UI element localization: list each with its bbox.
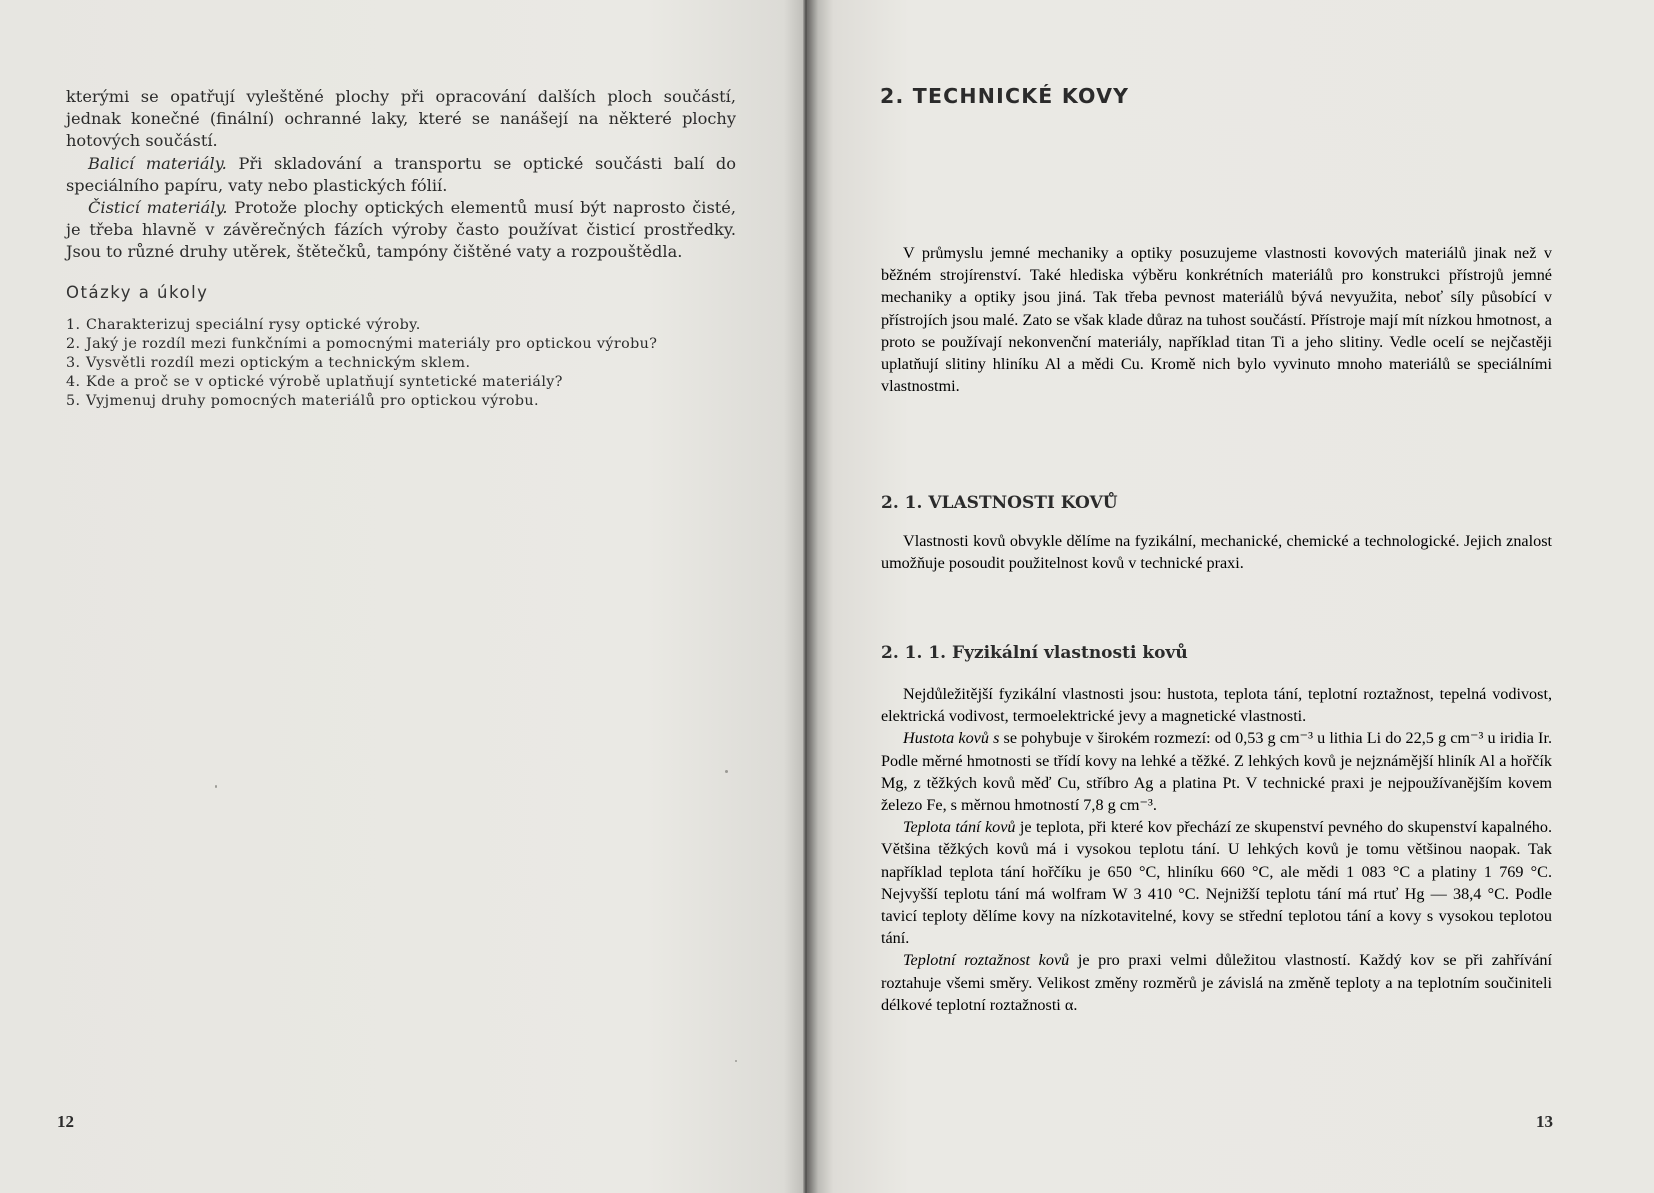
question-number: 1. bbox=[66, 316, 81, 333]
paper-speck bbox=[735, 1060, 737, 1062]
paragraph-text: kterými se opatřují vyleštěné plochy při opracování dalších ploch součástí, jednak konečné (finální) ochranné laky, které se nanášejí na některé plochy hotových součástí. bbox=[66, 87, 736, 151]
paragraph-lead: Teplota tání kovů bbox=[903, 818, 1016, 837]
paragraph bbox=[66, 153, 736, 197]
paragraph-text: Nejdůležitější fyzikální vlastnosti jsou: hustota, teplota tání, teplotní roztažnost, tepelná vodivost, elektrická vodivost, termoelektrické jevy a magnetické vlastnosti. bbox=[881, 685, 1552, 726]
question-text: Kde a proč se v optické výrobě uplatňují syntetické materiály? bbox=[86, 373, 563, 390]
question-number: 3. bbox=[66, 354, 81, 371]
question-number: 5. bbox=[66, 392, 81, 409]
chapter-intro bbox=[881, 242, 1552, 397]
left-page-content bbox=[66, 86, 736, 411]
list-item bbox=[66, 392, 736, 411]
questions-list bbox=[66, 316, 736, 411]
paragraph-lead: Čisticí materiály. bbox=[88, 198, 228, 218]
list-item bbox=[66, 373, 736, 392]
list-item bbox=[66, 316, 736, 335]
paragraph bbox=[66, 86, 736, 153]
chapter-title: 2. TECHNICKÉ KOVY bbox=[880, 84, 1130, 108]
paragraph-text: se pohybuje v širokém rozmezí: od 0,53 g cm⁻³ u lithia Li do 22,5 g cm⁻³ u iridia Ir. Podle měrné hmotnosti se třídí kovy na lehké a těžké. Z lehkých kovů je nejznámější hliník Al a hořčík Mg, z těžkých kovů měď Cu, stříbro Ag a platina Pt. V technické praxi je nejpoužívanějším kovem železo Fe, s měrnou hmotností 7,8 g cm⁻³. bbox=[881, 729, 1552, 815]
question-text: Jaký je rozdíl mezi funkčními a pomocnými materiály pro optickou výrobu? bbox=[86, 335, 658, 352]
question-text: Charakterizuj speciální rysy optické výroby. bbox=[86, 316, 421, 333]
paragraph-text: je pro praxi velmi důležitou vlastností. Každý kov se při zahřívání roztahuje všemi směry. Velikost změny rozměrů je závislá na změně teploty a na teplotním součiniteli délkové teplotní roztažnosti α. bbox=[881, 951, 1552, 1014]
paragraph: V průmyslu jemné mechaniky a optiky posuzujeme vlastnosti kovových materiálů jinak než v běžném strojírenství. Také hlediska výběru konkrétních materiálů pro konstrukci přístrojů jemné mechaniky a optiky jsou jiná. Tak třeba pevnost materiálů bývá nevyužita, neboť síly působící v přístrojích jsou malé. Zato se však klade důraz na tuhost součástí. Přístroje mají mít nízkou hmotnost, a proto se používají nekonvenční materiály, například titan Ti a jeho slitiny. Vedle ocelí se nejčastěji uplatňují slitiny hliníku Al a mědi Cu. Kromě nich bylo vyvinuto mnoho materiálů se speciálními vlastnostmi. bbox=[881, 244, 1552, 396]
question-number: 4. bbox=[66, 373, 81, 390]
left-page bbox=[0, 0, 808, 1193]
paragraph-lead: Teplotní roztažnost kovů bbox=[903, 951, 1070, 970]
section-heading: 2. 1. VLASTNOSTI KOVŮ bbox=[881, 493, 1118, 513]
question-text: Vysvětli rozdíl mezi optickým a technickým sklem. bbox=[86, 354, 471, 371]
question-text: Vyjmenuj druhy pomocných materiálů pro optickou výrobu. bbox=[86, 392, 539, 409]
paragraph bbox=[881, 816, 1552, 949]
paper-speck bbox=[725, 770, 728, 773]
paragraph-lead: Hustota kovů s bbox=[903, 729, 1000, 748]
subsection-heading: 2. 1. 1. Fyzikální vlastnosti kovů bbox=[881, 643, 1188, 663]
paragraph: Vlastnosti kovů obvykle dělíme na fyzikální, mechanické, chemické a technologické. Jejich znalost umožňuje posoudit použitelnost kovů v technické praxi. bbox=[881, 532, 1552, 573]
list-item bbox=[66, 354, 736, 373]
section-1-body bbox=[881, 530, 1552, 574]
paragraph bbox=[881, 949, 1552, 1016]
list-item bbox=[66, 335, 736, 354]
paper-speck bbox=[215, 785, 217, 788]
page-number-right: 13 bbox=[1536, 1112, 1553, 1131]
paragraph-text: Protože plochy optických elementů musí být naprosto čisté, je třeba hlavně v závěrečných fázích výroby často používat čisticí prostředky. Jsou to různé druhy utěrek, štětečků, tampóny čištěné vaty a rozpouštědla. bbox=[66, 198, 736, 262]
paragraph-text: Při skladování a transportu se optické součásti balí do speciálního papíru, vaty nebo plastických fólií. bbox=[66, 153, 736, 195]
paragraph-text: je teplota, při které kov přechází ze skupenství pevného do skupenství kapalného. Většina těžkých kovů má i vysokou teplotu tání. U lehkých kovů je tomu většinou naopak. Tak například teplota tání hořčíku je 650 °C, hliníku 660 °C, ale mědi 1 083 °C a platiny 1 769 °C. Nejvyšší teplotu tání má wolfram W 3 410 °C. Nejnižší teplotu tání má rtuť Hg — 38,4 °C. Podle tavicí teploty dělíme kovy na nízkotavitelné, kovy se střední teplotou tání a kovy s vysokou teplotou tání. bbox=[881, 818, 1553, 948]
question-number: 2. bbox=[66, 335, 81, 352]
page-number-left: 12 bbox=[57, 1112, 74, 1131]
paragraph bbox=[66, 197, 736, 264]
paragraph-lead: Balicí materiály. bbox=[88, 153, 227, 173]
paragraph bbox=[881, 727, 1552, 816]
questions-heading: Otázky a úkoly bbox=[66, 282, 209, 302]
section-2-body bbox=[881, 683, 1552, 1016]
paragraph bbox=[881, 683, 1552, 727]
